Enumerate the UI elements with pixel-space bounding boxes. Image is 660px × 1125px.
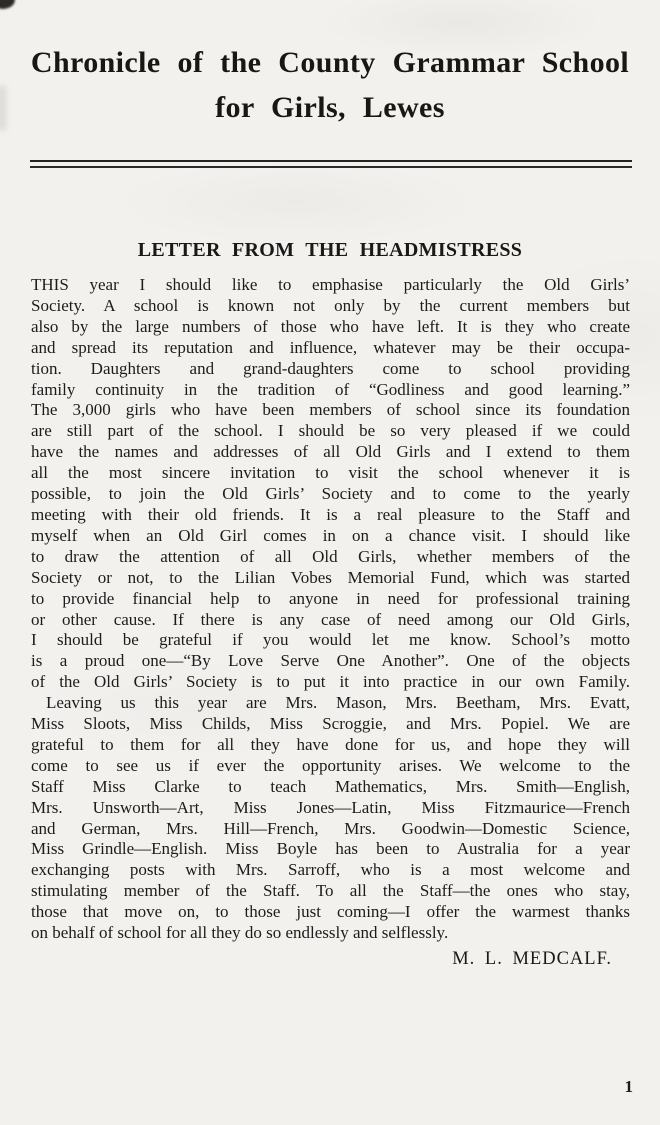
signature: M. L. MEDCALF. xyxy=(452,949,612,969)
article-heading: LETTER FROM THE HEADMISTRESS xyxy=(137,239,523,261)
scan-artifact-corner xyxy=(0,0,15,9)
page-number: 1 xyxy=(624,1077,633,1096)
text-line: and spread its reputation and influence, whatever may be their occupa- xyxy=(31,337,630,357)
text-line: Society or not, to the Lilian Vobes Memorial Fund, which was started xyxy=(31,567,630,587)
text-line: and German, Mrs. Hill—French, Mrs. Goodwin—Domestic Science, xyxy=(31,818,630,838)
text-line: Staff Miss Clarke to teach Mathematics, Mrs. Smith—English, xyxy=(31,776,630,796)
paragraph-1 xyxy=(31,275,630,693)
publication-title-line-1: Chronicle of the County Grammar School xyxy=(30,46,630,79)
article-body xyxy=(31,275,630,970)
publication-title-line-2: for Girls, Lewes xyxy=(215,91,445,124)
paragraph-2 xyxy=(31,693,630,944)
text-line: Mrs. Unsworth—Art, Miss Jones—Latin, Miss Fitzmaurice—French xyxy=(31,797,630,817)
text-line: are still part of the school. I should be so very pleased if we could xyxy=(31,421,630,441)
text-line: Leaving us this year are Mrs. Mason, Mrs. Beetham, Mrs. Evatt, xyxy=(46,693,630,713)
text-line: Miss Sloots, Miss Childs, Miss Scroggie, and Mrs. Popiel. We are xyxy=(31,714,630,734)
text-line: THIS year I should like to emphasise particularly the Old Girls’ xyxy=(31,275,630,294)
text-line: family continuity in the tradition of “Godliness and good learning.” xyxy=(31,379,630,399)
text-line: meeting with their old friends. It is a real pleasure to the Staff and xyxy=(31,504,630,524)
text-line: I should be grateful if you would let me know. School’s motto xyxy=(31,630,630,650)
text-line: possible, to join the Old Girls’ Society and to come to the yearly xyxy=(31,484,630,504)
text-line: is a proud one—“By Love Serve One Another”. One of the objects xyxy=(31,651,630,671)
text-line: all the most sincere invitation to visit the school whenever it is xyxy=(31,463,630,483)
text-line: or other cause. If there is any case of need among our Old Girls, xyxy=(31,609,630,629)
text-line: come to see us if ever the opportunity arises. We welcome to the xyxy=(31,755,630,775)
text-line: exchanging posts with Mrs. Sarroff, who is a most welcome and xyxy=(31,860,630,880)
text-line: stimulating member of the Staff. To all the Staff—the ones who stay, xyxy=(31,881,630,901)
text-line: Miss Grindle—English. Miss Boyle has been to Australia for a year xyxy=(31,839,630,859)
text-line: The 3,000 girls who have been members of school since its foundation xyxy=(31,400,630,420)
text-line: to provide financial help to anyone in need for professional training xyxy=(31,588,630,608)
text-line: of the Old Girls’ Society is to put it into practice in our own Family. xyxy=(31,672,630,692)
double-rule xyxy=(30,160,632,168)
text-line: to draw the attention of all Old Girls, whether members of the xyxy=(31,546,630,566)
text-line: tion. Daughters and grand-daughters come to school providing xyxy=(31,358,630,378)
text-line: have the names and addresses of all Old Girls and I extend to them xyxy=(31,442,630,462)
text-line: on behalf of school for all they do so endlessly and selflessly. xyxy=(31,923,449,943)
text-line: Society. A school is known not only by the current members but xyxy=(31,295,630,315)
text-line: also by the large numbers of those who have left. It is they who create xyxy=(31,316,630,336)
text-line: myself when an Old Girl comes in on a chance visit. I should like xyxy=(31,525,630,545)
text-line: those that move on, to those just coming—I offer the warmest thanks xyxy=(31,902,630,922)
publication-title xyxy=(0,40,660,130)
text-line: grateful to them for all they have done for us, and hope they will xyxy=(31,734,630,754)
